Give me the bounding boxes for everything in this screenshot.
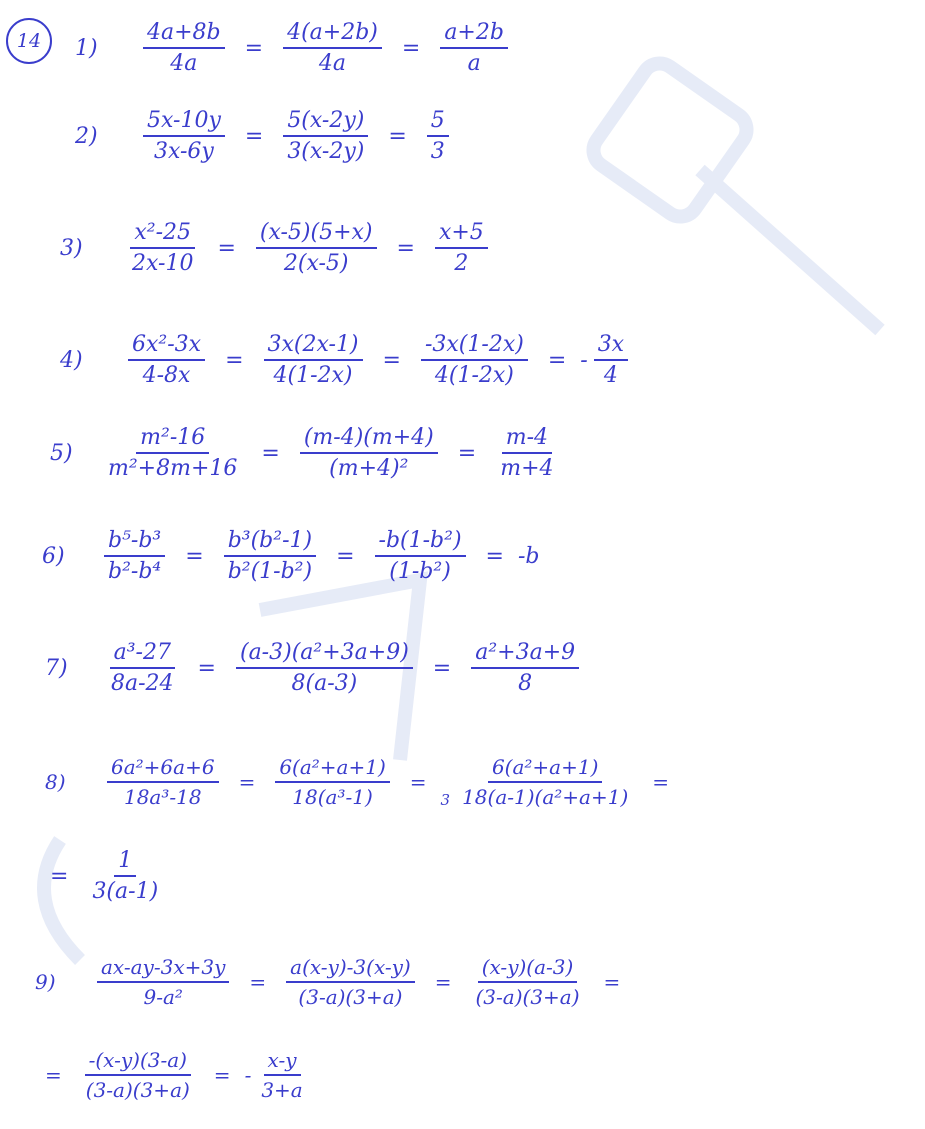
fraction-factored: $\frac{4(a+2b)}{4a}$ bbox=[283, 20, 382, 76]
fraction-result: $\frac{x+5}{2}$ bbox=[435, 220, 488, 276]
item-label: 8) bbox=[45, 770, 66, 794]
fraction-result: $\frac{1}{3(a-1)}$ bbox=[92, 848, 159, 904]
fraction-factored: $\frac{\text{(a-3)(a²+3a+9)}}{8(a-3)}$ bbox=[236, 640, 413, 696]
fraction-original: $\frac{ax-ay-3x+3y}{\text{9-a²}}$ bbox=[97, 955, 229, 1009]
item-1: 1) $\frac{4a+8b}{4a}$ = $\frac{4(a+2b)}{4a}$ = $\frac{a+2b}{a}$ bbox=[75, 20, 514, 76]
fraction-original: $\frac{\text{x²-25}}{2x-10}$ bbox=[132, 220, 194, 276]
fraction-factored: $\frac{(x-5)(5+x)}{2(x-5)}$ bbox=[256, 220, 377, 276]
fraction-grouped: $\frac{a(x-y)-3(x-y)}{(3-a)(3+a)}$ bbox=[286, 955, 415, 1009]
reduced-coefficient: 3 bbox=[440, 791, 451, 809]
fraction-sign-change: $\frac{-3x(1-2x)}{4(1-2x)}$ bbox=[421, 332, 528, 388]
fraction-sign-change: $\frac{-(x-y)(3-a)}{(3-a)(3+a)}$ bbox=[85, 1048, 190, 1102]
item-9: 9) $\frac{ax-ay-3x+3y}{\text{9-a²}}$ = $\frac{a(x-y)-3(x-y)}{(3-a)(3+a)}$ = $\frac{(x-y)(a-3)}{(3-a)(3+a)}$ = bbox=[35, 955, 621, 1009]
fraction-original: $\frac{\text{b⁵-b³}}{\text{b²-b⁴}}$ bbox=[104, 528, 165, 584]
fraction-original: $\frac{\text{a³-27}}{8a-24}$ bbox=[111, 640, 174, 696]
item-label: 6) bbox=[42, 543, 65, 569]
fraction-original: $\frac{\text{6a²+6a+6}}{\text{18a³-18}}$ bbox=[107, 755, 219, 809]
fraction-original: $\frac{4a+8b}{4a}$ bbox=[143, 20, 225, 76]
item-2: 2) $\frac{5x-10y}{3x-6y}$ = $\frac{5(x-2y)}{3(x-2y)}$ = $\frac{5}{3}$ bbox=[75, 108, 455, 164]
fraction-result: $\frac{\text{a²+3a+9}}{8}$ bbox=[471, 640, 579, 696]
fraction-result: $\frac{x-y}{3+a}$ bbox=[261, 1048, 303, 1102]
fraction-result: $\frac{m-4}{m+4}$ bbox=[500, 425, 554, 481]
item-label: 4) bbox=[60, 347, 83, 373]
item-7: 7) $\frac{\text{a³-27}}{8a-24}$ = $\frac{\text{(a-3)(a²+3a+9)}}{8(a-3)}$ = $\frac{\text{a²+3a+9}}{8}$ bbox=[45, 640, 585, 696]
fraction-result: $\frac{a+2b}{a}$ bbox=[440, 20, 508, 76]
result-sign: - bbox=[244, 1063, 252, 1087]
fraction-expanded: $\frac{\text{6(a²+a+1)}}{\text{18(a-1)(a²+a+1)}}$ bbox=[462, 755, 629, 809]
fraction-factored: $\frac{\text{6(a²+a+1)}}{\text{18(a³-1)}}$ bbox=[275, 755, 389, 809]
item-label: 5) bbox=[50, 440, 73, 466]
fraction-result: $\frac{3x}{4}$ bbox=[594, 332, 628, 388]
fraction-original: $\frac{\text{m²-16}}{\text{m²+8m+16}}$ bbox=[108, 425, 238, 481]
result-value: -b bbox=[517, 543, 540, 569]
fraction-original: $\frac{\text{6x²-3x}}{4-8x}$ bbox=[128, 332, 205, 388]
fraction-factored: $\frac{(m-4)(m+4)}{\text{(m+4)²}}$ bbox=[300, 425, 438, 481]
item-label: 9) bbox=[35, 970, 56, 994]
item-label: 3) bbox=[60, 235, 83, 261]
item-5: 5) $\frac{\text{m²-16}}{\text{m²+8m+16}}$ = $\frac{(m-4)(m+4)}{\text{(m+4)²}}$ = $\frac{m-4}{m+4}$ bbox=[50, 425, 564, 481]
fraction-sign-change: $\frac{\text{-b(1-b²)}}{\text{(1-b²)}}$ bbox=[375, 528, 466, 584]
item-label: 2) bbox=[75, 123, 98, 149]
item-6: 6) $\frac{\text{b⁵-b³}}{\text{b²-b⁴}}$ = $\frac{\text{b³(b²-1)}}{\text{b²(1-b²)}}$ = $\frac{\text{-b(1-b²)}}{\text{(1-b²)}}$ = -b bbox=[42, 528, 540, 584]
fraction-factored: $\frac{5(x-2y)}{3(x-2y)}$ bbox=[283, 108, 368, 164]
fraction-factored: $\frac{(x-y)(a-3)}{(3-a)(3+a)}$ bbox=[475, 955, 580, 1009]
item-8-continuation: = $\frac{1}{3(a-1)}$ bbox=[50, 848, 168, 904]
item-label: 7) bbox=[45, 655, 68, 681]
fraction-factored: $\frac{3x(2x-1)}{4(1-2x)}$ bbox=[264, 332, 363, 388]
fraction-result: $\frac{5}{3}$ bbox=[427, 108, 449, 164]
problem-number: 14 bbox=[6, 18, 52, 64]
item-label: 1) bbox=[75, 35, 98, 61]
item-8: 8) $\frac{\text{6a²+6a+6}}{\text{18a³-18}}$ = $\frac{\text{6(a²+a+1)}}{\text{18(a³-1)}}$ = 3 $\frac{\text{6(a²+a+1)}}{\text{18(a-1)(a²+a+1)}}$ = bbox=[45, 755, 670, 809]
item-4: 4) $\frac{\text{6x²-3x}}{4-8x}$ = $\frac{3x(2x-1)}{4(1-2x)}$ = $\frac{-3x(1-2x)}{4(1-2x)}$ = - $\frac{3x}{4}$ bbox=[60, 332, 634, 388]
result-sign: - bbox=[580, 347, 588, 373]
fraction-factored: $\frac{\text{b³(b²-1)}}{\text{b²(1-b²)}}$ bbox=[224, 528, 316, 584]
item-3: 3) $\frac{\text{x²-25}}{2x-10}$ = $\frac{(x-5)(5+x)}{2(x-5)}$ = $\frac{x+5}{2}$ bbox=[60, 220, 494, 276]
fraction-original: $\frac{5x-10y}{3x-6y}$ bbox=[143, 108, 225, 164]
item-9-continuation: = $\frac{-(x-y)(3-a)}{(3-a)(3+a)}$ = - $\frac{x-y}{3+a}$ bbox=[45, 1048, 313, 1102]
